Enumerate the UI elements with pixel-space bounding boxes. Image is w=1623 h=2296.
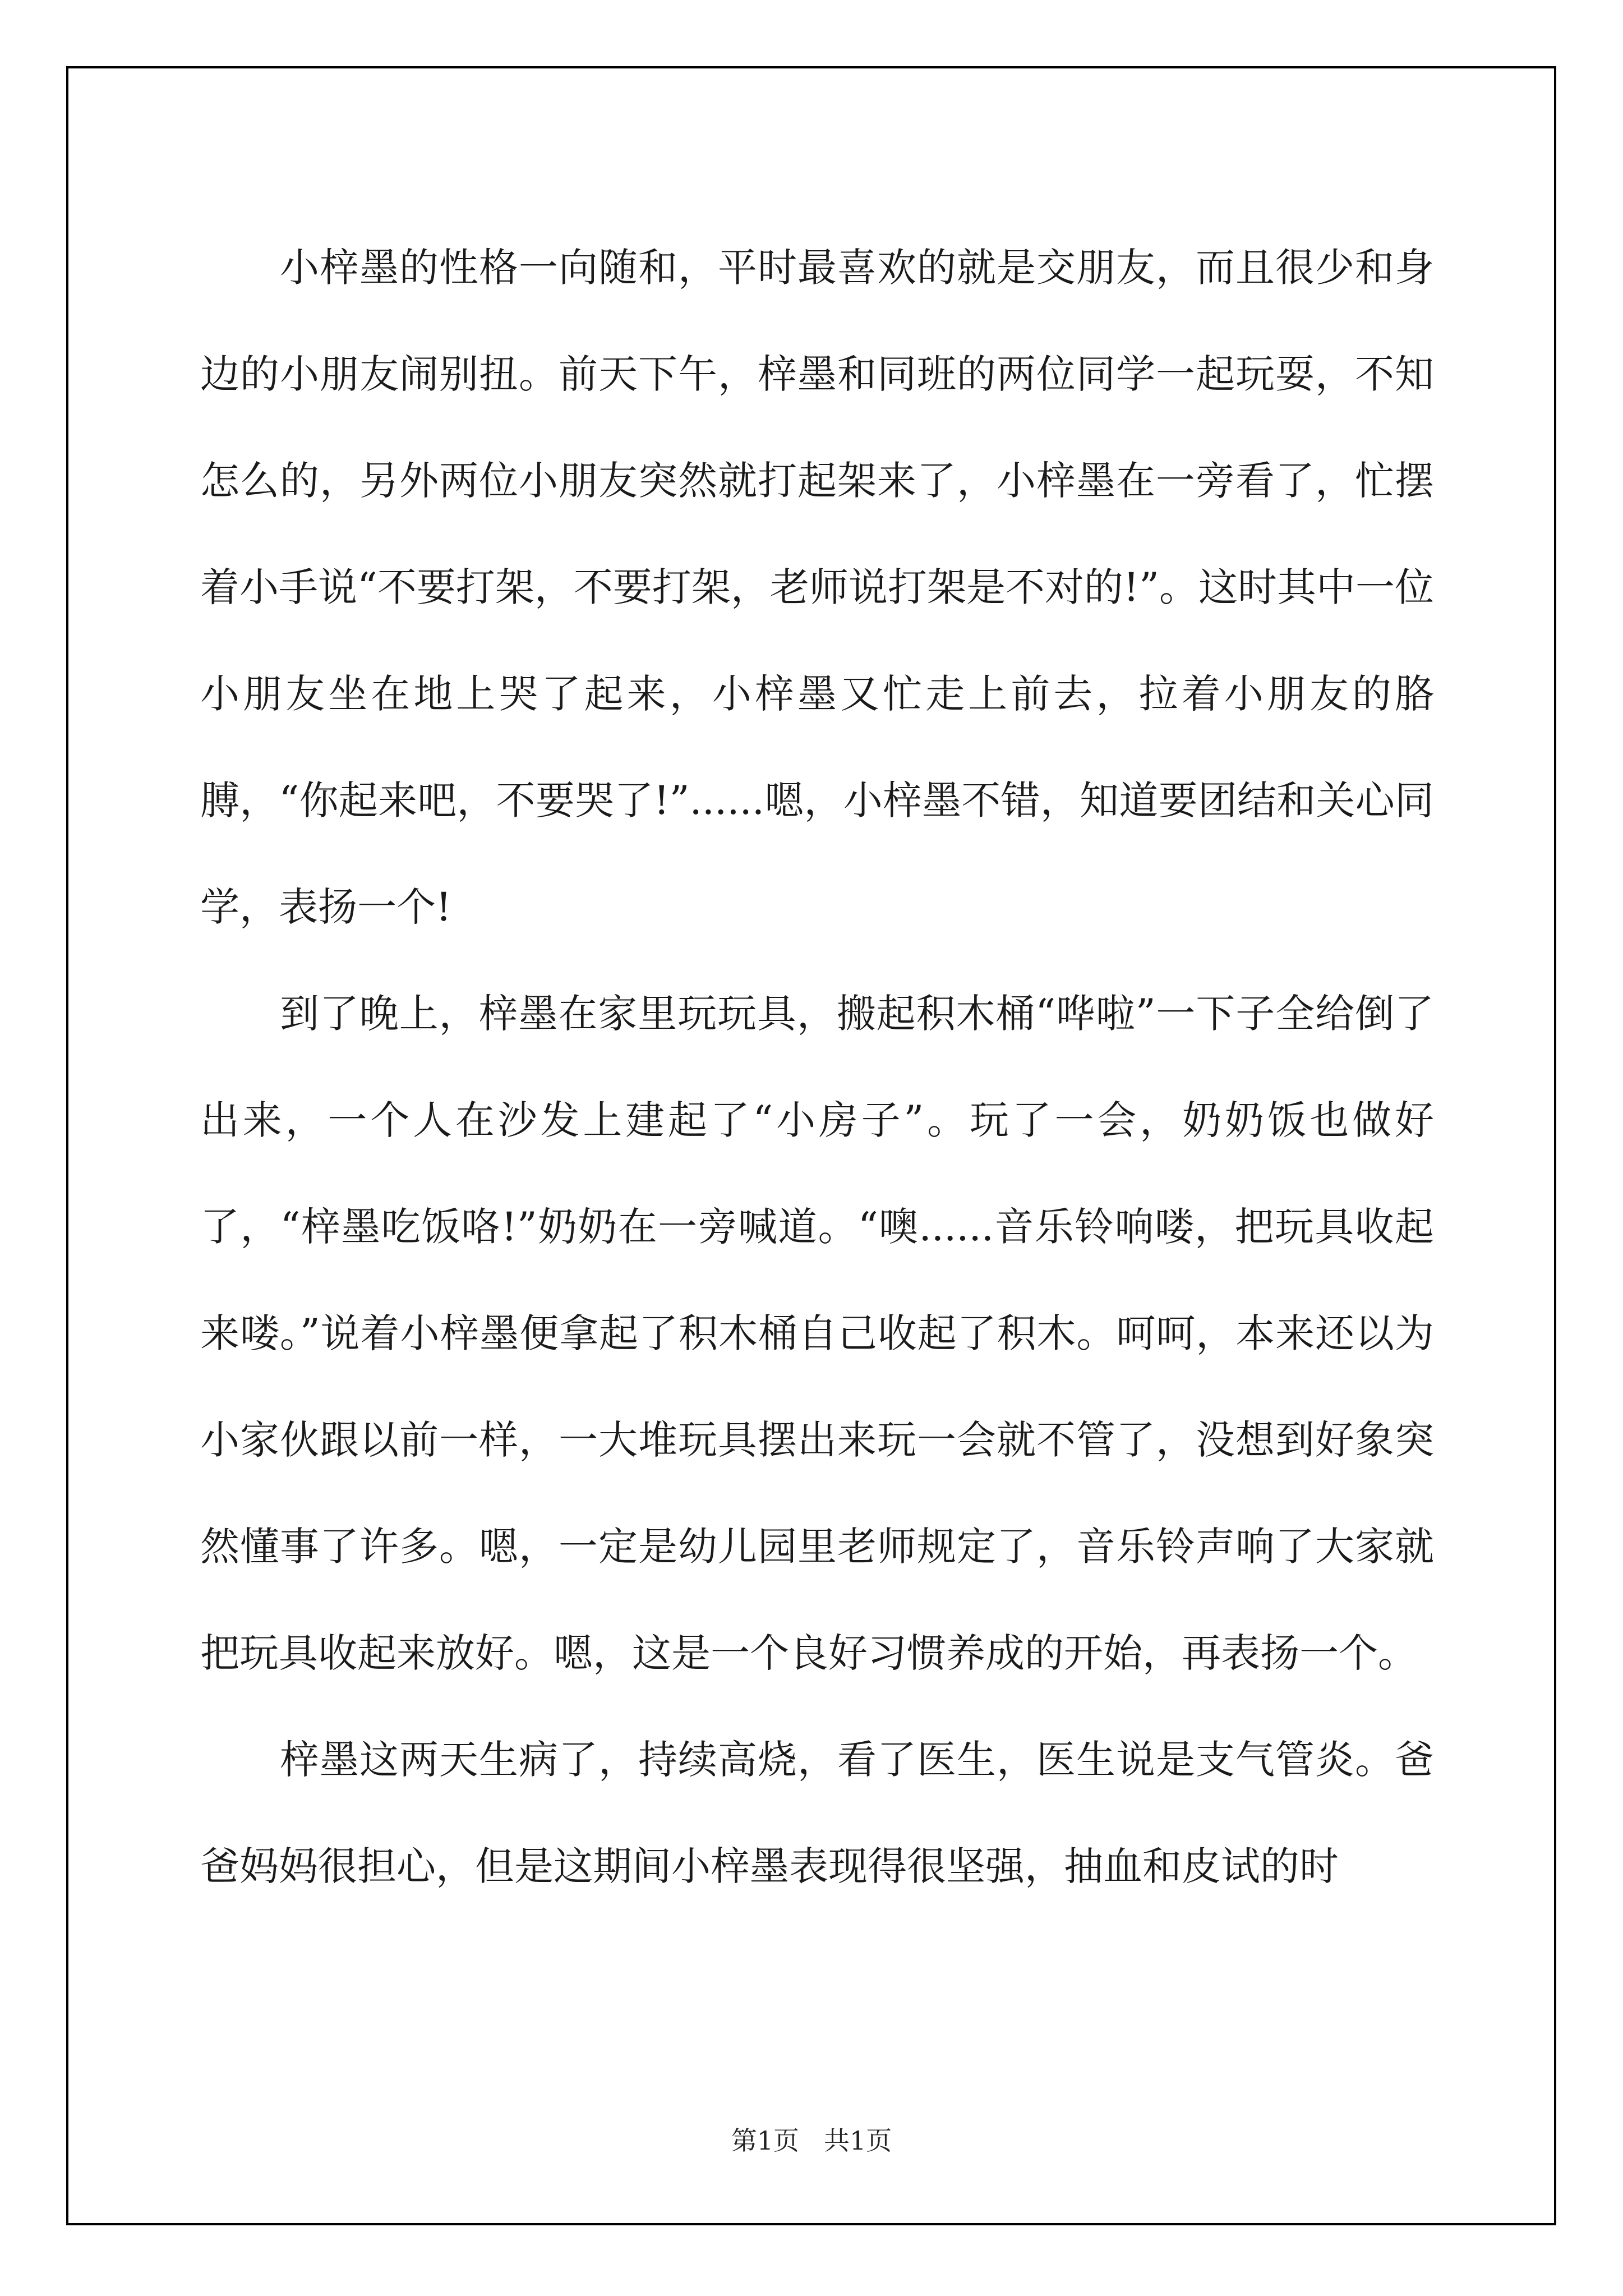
paragraph-3: 梓墨这两天生病了，持续高烧，看了医生，医生说是支气管炎。爸爸妈妈很担心，但是这期间小梓墨表现得很坚强，抽血和皮试的时 (200, 1737, 1434, 1889)
footer-gap (799, 2125, 824, 2156)
paragraph-2: 到了晚上，梓墨在家里玩玩具，搬起积木桶“哗啦”一下子全给倒了出来，一个人在沙发上建起了“小房子”。玩了一会，奶奶饭也做好了，“梓墨吃饭咯!”奶奶在一旁喊道。“噢......音乐铃响喽，把玩具收起来喽。”说着小梓墨便拿起了积木桶自己收起了积木。呵呵，本来还以为小家伙跟以前一样，一大堆玩具摆出来玩一会就不管了，没想到好象突然懂事了许多。嗯，一定是幼儿园里老师规定了，音乐铃声响了大家就把玩具收起来放好。嗯，这是一个良好习惯养成的开始，再表扬一个。 (200, 991, 1434, 1676)
paragraph-1: 小梓墨的性格一向随和，平时最喜欢的就是交朋友，而且很少和身边的小朋友闹别扭。前天下午，梓墨和同班的两位同学一起玩耍，不知怎么的，另外两位小朋友突然就打起架来了，小梓墨在一旁看了，忙摆着小手说“不要打架，不要打架，老师说打架是不对的!”。这时其中一位小朋友坐在地上哭了起来，小梓墨又忙走上前去，拉着小朋友的胳膊，“你起来吧，不要哭了!”......嗯，小梓墨不错，知道要团结和关心同学，表扬一个! (200, 245, 1434, 930)
document-body (200, 214, 1434, 1920)
page-footer (0, 2120, 1623, 2157)
page-total: 共1页 (823, 2125, 892, 2156)
page-number: 第1页 (731, 2125, 800, 2156)
